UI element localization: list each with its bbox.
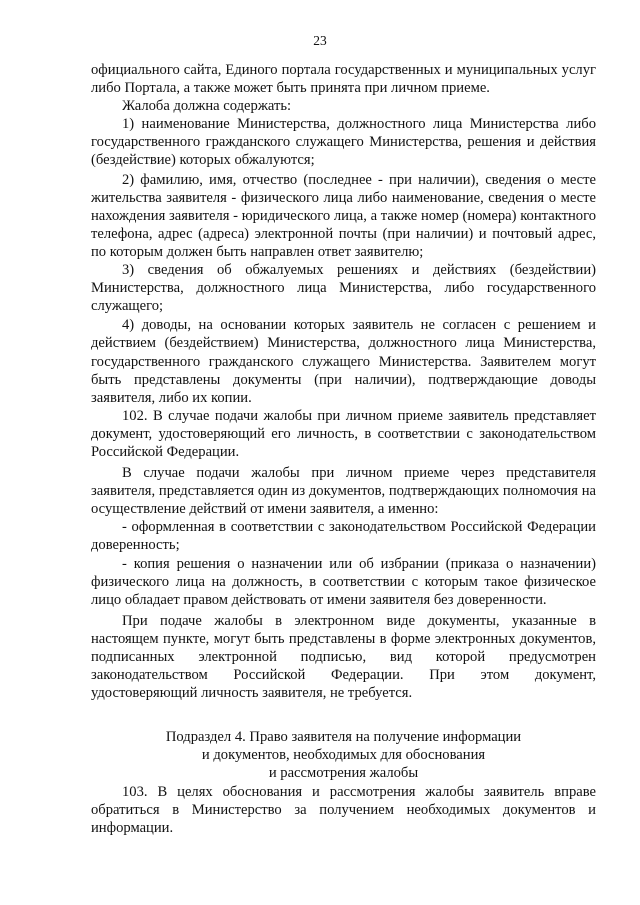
subsection-heading-line-2: и документов, необходимых для обоснования xyxy=(201,747,486,764)
paragraph-electronic-submission: При подаче жалобы в электронном виде документы, указанные в настоящем пункте, могут быть представлены в форме электронных документов, подписанных электронной подписью, вид которой предусмотрен законодательством Российской Федерации. При этом документ, удостоверяющий личность заявителя, не требуется. xyxy=(91,612,596,702)
bullet-appointment-decision: - копия решения о назначении или об избрании (приказа о назначении) физического лица на должность, в соответствии с которым такое физическое лицо обладает правом действовать от имени заявителя без доверенности. xyxy=(91,555,596,608)
paragraph-102: 102. В случае подачи жалобы при личном приеме заявитель представляет документ, удостоверяющий его личность, в соответствии с законодательством Российской Федерации. xyxy=(91,407,596,460)
subsection-heading-line-3: и рассмотрения жалобы xyxy=(268,765,419,782)
page-number: 23 xyxy=(313,33,327,48)
document-body xyxy=(91,61,596,837)
paragraph-representative: В случае подачи жалобы при личном приеме через представителя заявителя, представляется один из документов, подтверждающих полномочия на осуществление действий от имени заявителя, а именно: xyxy=(91,465,596,518)
paragraph-103: 103. В целях обоснования и рассмотрения жалобы заявитель вправе обратиться в Министерство за получением необходимых документов и информации. xyxy=(91,783,596,836)
list-item-2: 2) фамилию, имя, отчество (последнее - при наличии), сведения о месте жительства заявителя - физического лица либо наименование, сведения о месте нахождения заявителя - юридического лица, а также номер (номера) контактного телефона, адрес (адреса) электронной почты (при наличии) и почтовый адрес, по которым должен быть направлен ответ заявителю; xyxy=(91,171,596,260)
paragraph-complaint-contents-intro: Жалоба должна содержать: xyxy=(122,98,292,115)
paragraph-continuation: официального сайта, Единого портала государственных и муниципальных услуг либо Портала, а также может быть принята при личном приеме. xyxy=(91,62,596,97)
list-item-4: 4) доводы, на основании которых заявитель не согласен с решением и действием (бездействием) Министерства, должностного лица Министерства, государственного гражданского служащего Министерства. Заявителем могут быть представлены документы (при наличии), подтверждающие доводы заявителя, либо их копии. xyxy=(91,317,596,406)
bullet-power-of-attorney: - оформленная в соответствии с законодательством Российской Федерации доверенность; xyxy=(91,519,596,554)
list-item-1: 1) наименование Министерства, должностного лица Министерства либо государственного гражданского служащего Министерства, решения и действия (бездействие) которых обжалуются; xyxy=(91,116,596,169)
subsection-heading xyxy=(91,728,596,782)
list-item-3: 3) сведения об обжалуемых решениях и действиях (бездействии) Министерства, должностного лица Министерства, либо государственного служащего; xyxy=(91,262,596,315)
subsection-heading-line-1: Подраздел 4. Право заявителя на получение информации xyxy=(165,729,522,746)
